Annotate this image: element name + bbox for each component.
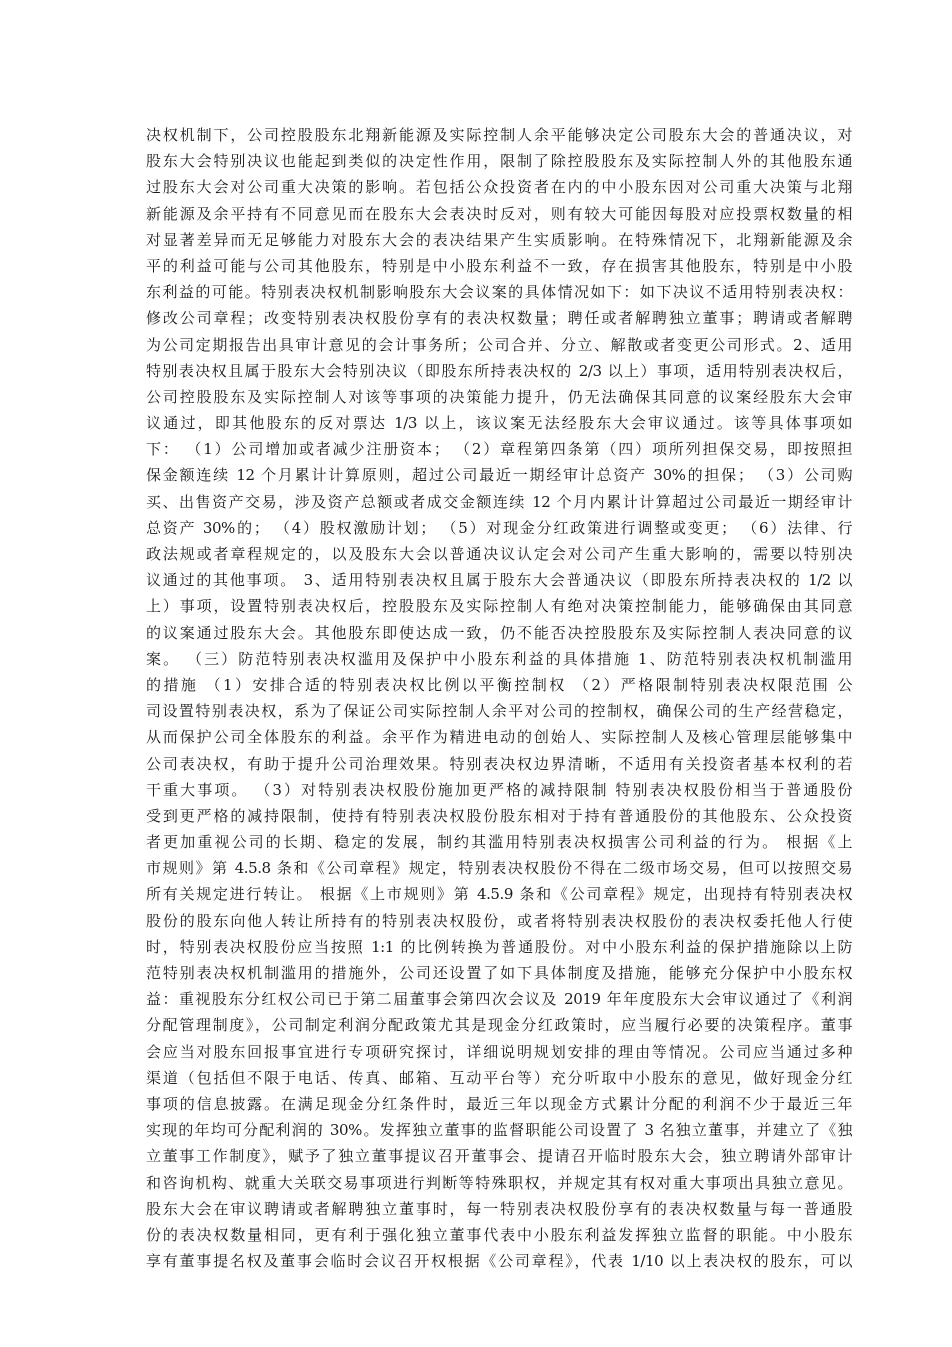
text-line: 下： （1）公司增加或者减少注册资本； （2）章程第四条第（四）项所列担保交易，即按照担	[146, 440, 852, 459]
text-line: 保金额连续 12 个月累计计算原则，超过公司最近一期经审计总资产 30%的担保； （3）公司购	[146, 466, 852, 485]
text-line: 享有董事提名权及董事会临时会议召开权根据《公司章程》，代表 1/10 以上表决权的股东，可以	[146, 1252, 852, 1271]
text-line: 股东大会特别决议也能起到类似的决定性作用，限制了除控股股东及实际控制人外的其他股东通	[146, 152, 852, 171]
text-line: 会应当对股东回报事宜进行专项研究探讨，详细说明规划安排的理由等情况。公司应当通过多种	[146, 1042, 852, 1061]
text-line: 买、出售资产交易，涉及资产总额或者成交金额连续 12 个月内累计计算超过公司最近一期经审计	[146, 492, 852, 511]
body-text	[146, 122, 852, 1274]
text-line: 事项的信息披露。在满足现金分红条件时，最近三年以现金方式累计分配的利润不少于最近三年	[146, 1094, 852, 1113]
text-line: 的议案通过股东大会。其他股东即使达成一致，仍不能否决控股股东及实际控制人表决同意的议	[146, 623, 852, 642]
text-line: 议通过的其他事项。 3、适用特别表决权且属于股东大会普通决议（即股东所持表决权的 1/2 以	[146, 571, 852, 590]
text-line: 为公司定期报告出具审计意见的会计事务所；公司合并、分立、解散或者变更公司形式。2、适用	[146, 335, 852, 354]
text-line: 立董事工作制度》，赋予了独立董事提议召开董事会、提请召开临时股东大会，独立聘请外部审计	[146, 1147, 852, 1166]
text-line: 对显著差异而无足够能力对股东大会的表决结果产生实质影响。在特殊情况下，北翔新能源及余	[146, 230, 852, 249]
text-line: 份的表决权数量相同，更有利于强化独立董事代表中小股东利益发挥独立监督的职能。中小股东	[146, 1225, 852, 1244]
text-line: 干重大事项。 （3）对特别表决权股份施加更严格的减持限制 特别表决权股份相当于普通股份	[146, 780, 852, 799]
text-line: 修改公司章程；改变特别表决权股份享有的表决权数量；聘任或者解聘独立董事；聘请或者解聘	[146, 309, 852, 328]
text-line: 股东大会在审议聘请或者解聘独立董事时，每一特别表决权股份享有的表决权数量与每一普通股	[146, 1199, 852, 1218]
text-line: 政法规或者章程规定的，以及股东大会以普通决议认定会对公司产生重大影响的，需要以特别决	[146, 545, 852, 563]
text-line: 从而保护公司全体股东的利益。余平作为精进电动的创始人、实际控制人及核心管理层能够集中	[146, 728, 852, 747]
text-line: 平的利益可能与公司其他股东，特别是中小股东利益不一致，存在损害其他股东，特别是中小股	[146, 256, 852, 275]
text-line: 案。 （三）防范特别表决权滥用及保护中小股东利益的具体措施 1、防范特别表决权机制滥用	[146, 649, 852, 668]
text-line: 决权机制下，公司控股股东北翔新能源及实际控制人余平能够决定公司股东大会的普通决议，对	[146, 126, 852, 144]
text-line: 特别表决权且属于股东大会特别决议（即股东所持表决权的 2/3 以上）事项，适用特别表决权后，	[146, 361, 852, 380]
text-line: 新能源及余平持有不同意见而在股东大会表决时反对，则有较大可能因每股对应投票权数量的相	[146, 204, 852, 223]
text-line: 和咨询机构、就重大关联交易事项进行判断等特殊职权，并规定其有权对重大事项出具独立意见。	[146, 1173, 852, 1192]
text-line: 受到更严格的减持限制，使持有特别表决权股份股东相对于持有普通股份的其他股东、公众投资	[146, 806, 852, 825]
text-line: 渠道（包括但不限于电话、传真、邮箱、互动平台等）充分听取中小股东的意见，做好现金分红	[146, 1068, 852, 1087]
text-line: 市规则》第 4.5.8 条和《公司章程》规定，特别表决权股份不得在二级市场交易，但可以按照交易	[146, 859, 852, 878]
text-line: 范特别表决权机制滥用的措施外，公司还设置了如下具体制度及措施，能够充分保护中小股东权	[146, 964, 852, 982]
text-line: 所有关规定进行转让。 根据《上市规则》第 4.5.9 条和《公司章程》规定，出现持有特别表决权	[146, 885, 852, 904]
text-line: 股份的股东向他人转让所持有的特别表决权股份，或者将特别表决权股份的表决权委托他人行使	[146, 911, 852, 930]
text-line: 实现的年均可分配利润的 30%。发挥独立董事的监督职能公司设置了 3 名独立董事，并建立了《独	[146, 1121, 852, 1140]
text-line: 司设置特别表决权，系为了保证公司实际控制人余平对公司的控制权，确保公司的生产经营稳定，	[146, 702, 852, 721]
text-line: 上）事项，设置特别表决权后，控股股东及实际控制人有绝对决策控制能力，能够确保由其同意	[146, 597, 852, 616]
text-line: 者更加重视公司的长期、稳定的发展，制约其滥用特别表决权损害公司利益的行为。 根据《上	[146, 833, 852, 852]
text-line: 益：重视股东分红权公司已于第二届董事会第四次会议及 2019 年年度股东大会审议通过了《利润	[146, 990, 852, 1009]
text-line: 东利益的可能。特别表决权机制影响股东大会议案的具体情况如下：如下决议不适用特别表决权：	[146, 283, 852, 302]
text-line: 议通过，即其他股东的反对票达 1/3 以上，该议案无法经股东大会审议通过。该等具体事项如	[146, 414, 852, 433]
text-line: 分配管理制度》，公司制定利润分配政策尤其是现金分红政策时，应当履行必要的决策程序。董事	[146, 1016, 852, 1035]
text-line: 过股东大会对公司重大决策的影响。若包括公众投资者在内的中小股东因对公司重大决策与北翔	[146, 178, 852, 197]
text-line: 公司表决权，有助于提升公司治理效果。特别表决权边界清晰，不适用有关投资者基本权利的若	[146, 754, 852, 773]
text-line: 总资产 30%的； （4）股权激励计划； （5）对现金分红政策进行调整或变更； （6）法律、行	[146, 518, 852, 537]
text-line: 的措施 （1）安排合适的特别表决权比例以平衡控制权 （2）严格限制特别表决权限范围 公	[146, 675, 852, 694]
text-line: 时，特别表决权股份应当按照 1:1 的比例转换为普通股份。对中小股东利益的保护措施除以上防	[146, 937, 852, 956]
text-line: 公司控股股东及实际控制人对该等事项的决策能力提升，仍无法确保其同意的议案经股东大会审	[146, 387, 852, 406]
